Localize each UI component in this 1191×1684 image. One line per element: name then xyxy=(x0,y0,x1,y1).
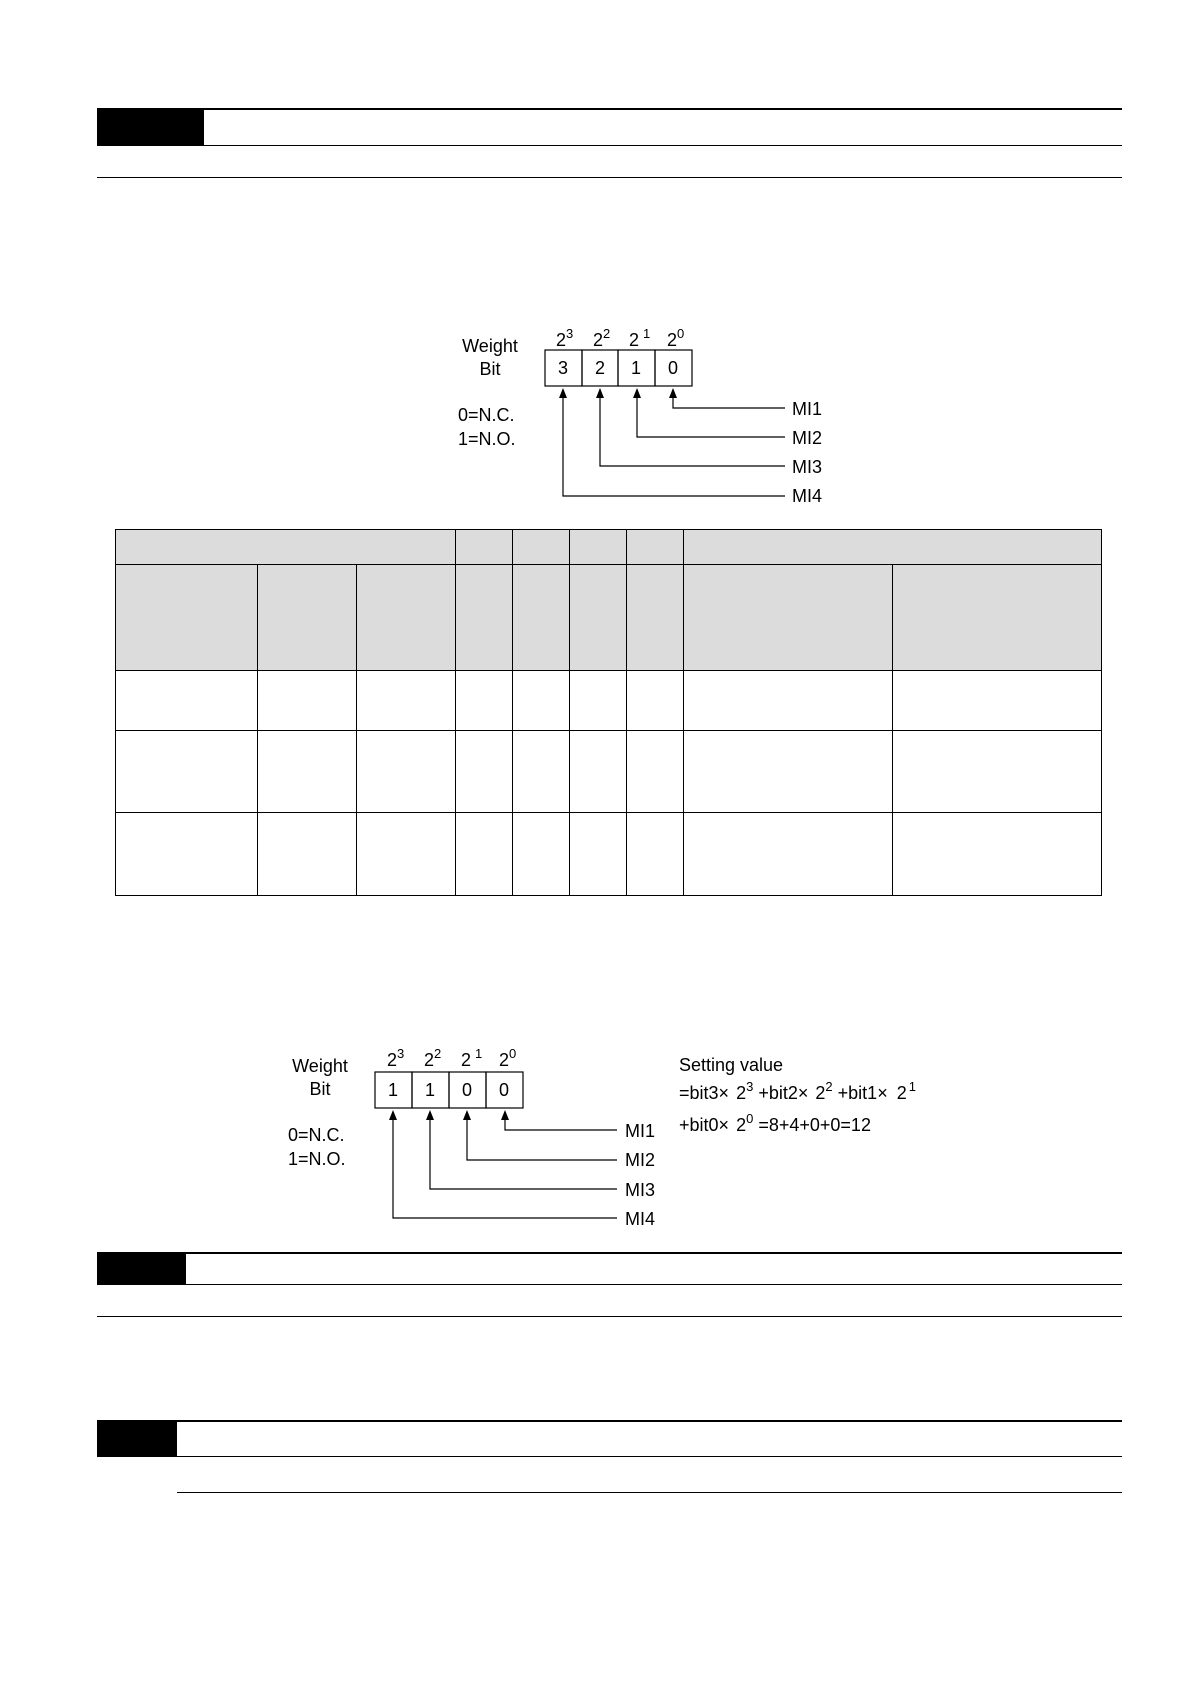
section-header-block-2 xyxy=(97,1252,186,1285)
bit-value-3: 1 xyxy=(387,1080,399,1100)
weight-2-1: 2 $^1$ xyxy=(629,326,651,350)
input-mi3: MI3 xyxy=(625,1180,656,1200)
no-label: 1=N.O. xyxy=(458,429,516,449)
parameter-divider-2 xyxy=(97,1316,1122,1317)
bit-value-2: 1 xyxy=(424,1080,436,1100)
weight-2-0: $2^0$ xyxy=(667,326,685,350)
setting-value-title: Setting value xyxy=(679,1055,784,1075)
weight-label: Weight xyxy=(462,336,518,356)
bit-label: Bit xyxy=(309,1079,331,1099)
parameter-divider-3 xyxy=(177,1492,1122,1493)
bit-value-1: 0 xyxy=(461,1080,473,1100)
weight-2-2: $2^2$ xyxy=(424,1046,442,1070)
input-mi3: MI3 xyxy=(792,457,823,477)
input-mi4: MI4 xyxy=(792,486,823,506)
bit-value-0: 0 xyxy=(498,1080,510,1100)
input-mi2: MI2 xyxy=(792,428,823,448)
section-header-bottom-rule-2 xyxy=(186,1284,1122,1285)
connector-arrowheads-2 xyxy=(389,1110,509,1120)
weight-2-3: $2^3$ xyxy=(556,326,574,350)
input-mi1: MI1 xyxy=(792,399,823,419)
bit-value-2: 2 xyxy=(594,358,606,378)
bit-value-3: 3 xyxy=(557,358,569,378)
input-mi4: MI4 xyxy=(625,1209,656,1229)
weight-2-0: $2^0$ xyxy=(499,1046,517,1070)
nc-label: 0=N.C. xyxy=(288,1125,345,1145)
bit-value-1: 1 xyxy=(630,358,642,378)
weight-label: Weight xyxy=(292,1056,348,1076)
weight-2-1: 2 $^1$ xyxy=(461,1046,483,1070)
section-header-top-rule-2 xyxy=(186,1252,1122,1254)
no-label: 1=N.O. xyxy=(288,1149,346,1169)
setting-formula-line-1: =bit3× $2^3$ +bit2× $2^2$ +bit1× 2 $^1$ xyxy=(679,1079,916,1103)
weight-2-3: $2^3$ xyxy=(387,1046,405,1070)
bit-label: Bit xyxy=(479,359,501,379)
input-mi2: MI2 xyxy=(625,1150,656,1170)
weight-2-2: $2^2$ xyxy=(593,326,611,350)
nc-label: 0=N.C. xyxy=(458,405,515,425)
section-header-top-rule-3 xyxy=(177,1420,1122,1422)
input-mi1: MI1 xyxy=(625,1121,656,1141)
bit-value-0: 0 xyxy=(667,358,679,378)
section-header-block-3 xyxy=(97,1420,177,1457)
setting-formula-line-2: +bit0× $2^0$ =8+4+0+0=12 xyxy=(679,1111,871,1135)
section-header-bottom-rule-3 xyxy=(177,1456,1122,1457)
connector-lines-2 xyxy=(393,1112,617,1218)
